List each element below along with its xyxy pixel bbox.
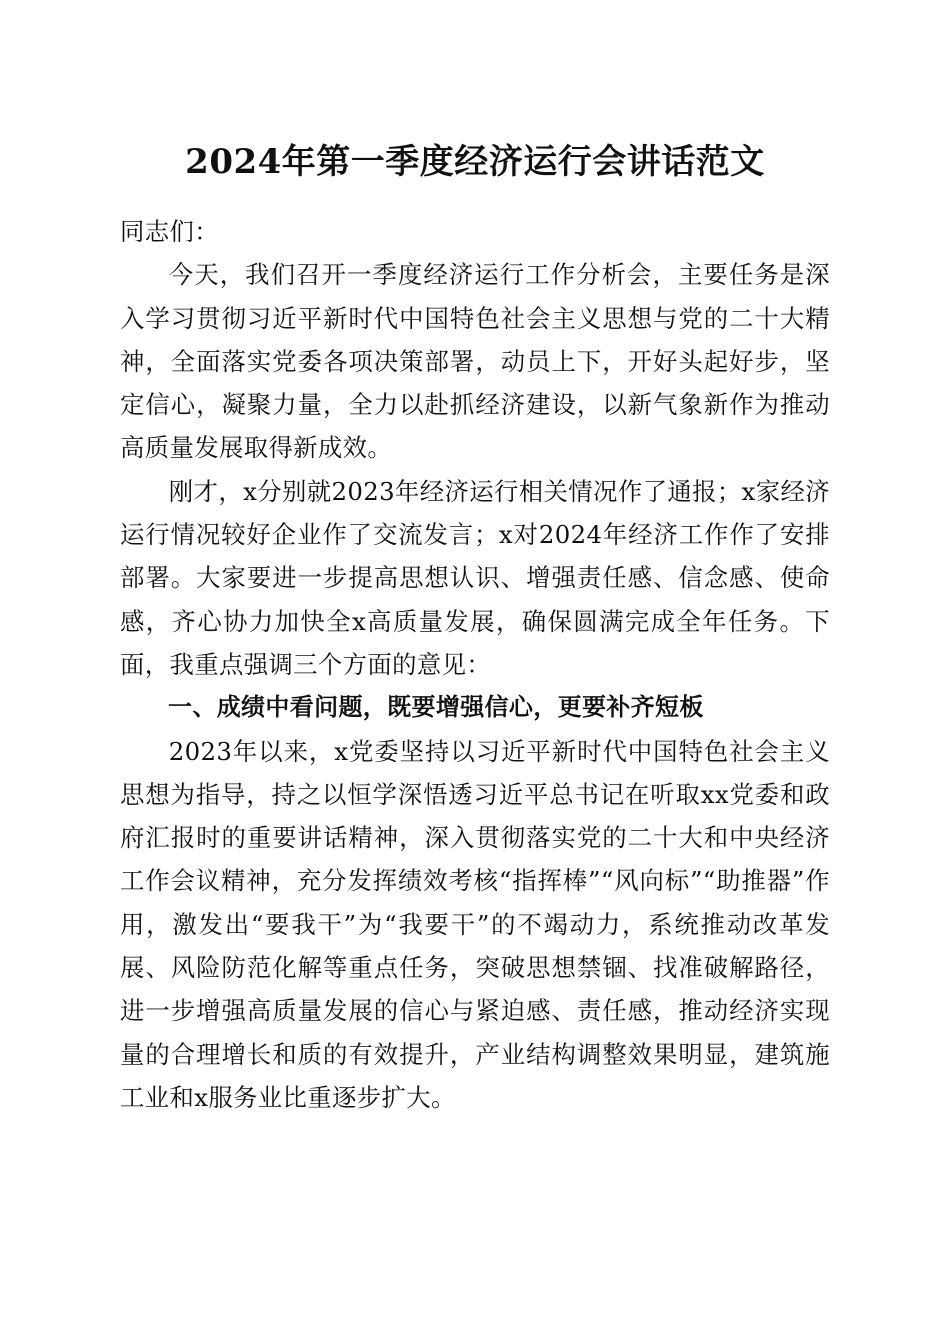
- paragraph-briefing: 刚才，x分别就2023年经济运行相关情况作了通报；x家经济运行情况较好企业作了交流发言；x对2024年经济工作作了安排部署。大家要进一步提高思想认识、增强责任感、信念感、使命感，齐心协力加快全x高质量发展，确保圆满完成全年任务。下面，我重点强调三个方面的意见：: [120, 476, 830, 679]
- salutation: 同志们：: [120, 217, 219, 246]
- document-body: [120, 210, 830, 1119]
- paragraph-achievements: 2023年以来，x党委坚持以习近平新时代中国特色社会主义思想为指导，持之以恒学深悟透习近平总书记在听取xx党委和政府汇报时的重要讲话精神，深入贯彻落实党的二十大和中央经济工作会议精神，充分发挥绩效考核“指挥棒”“风向标”“助推器”作用，激发出“要我干”为“我要干”的不竭动力，系统推动改革发展、风险防范化解等重点任务，突破思想禁锢、找准破解路径，进一步增强高质量发展的信心与紧迫感、责任感，推动经济实现量的合理增长和质的有效提升，产业结构调整效果明显，建筑施工业和x服务业比重逐步扩大。: [120, 736, 830, 1112]
- document-title: 2024年第一季度经济运行会讲话范文: [185, 142, 765, 182]
- section-heading-1: 一、成绩中看问题，既要增强信心，更要补齐短板: [168, 693, 704, 722]
- paragraph-opening: 今天，我们召开一季度经济运行工作分析会，主要任务是深入学习贯彻习近平新时代中国特色社会主义思想与党的二十大精神，全面落实党委各项决策部署，动员上下，开好头起好步，坚定信心，凝聚力量，全力以赴抓经济建设，以新气象新作为推动高质量发展取得新成效。: [120, 260, 830, 463]
